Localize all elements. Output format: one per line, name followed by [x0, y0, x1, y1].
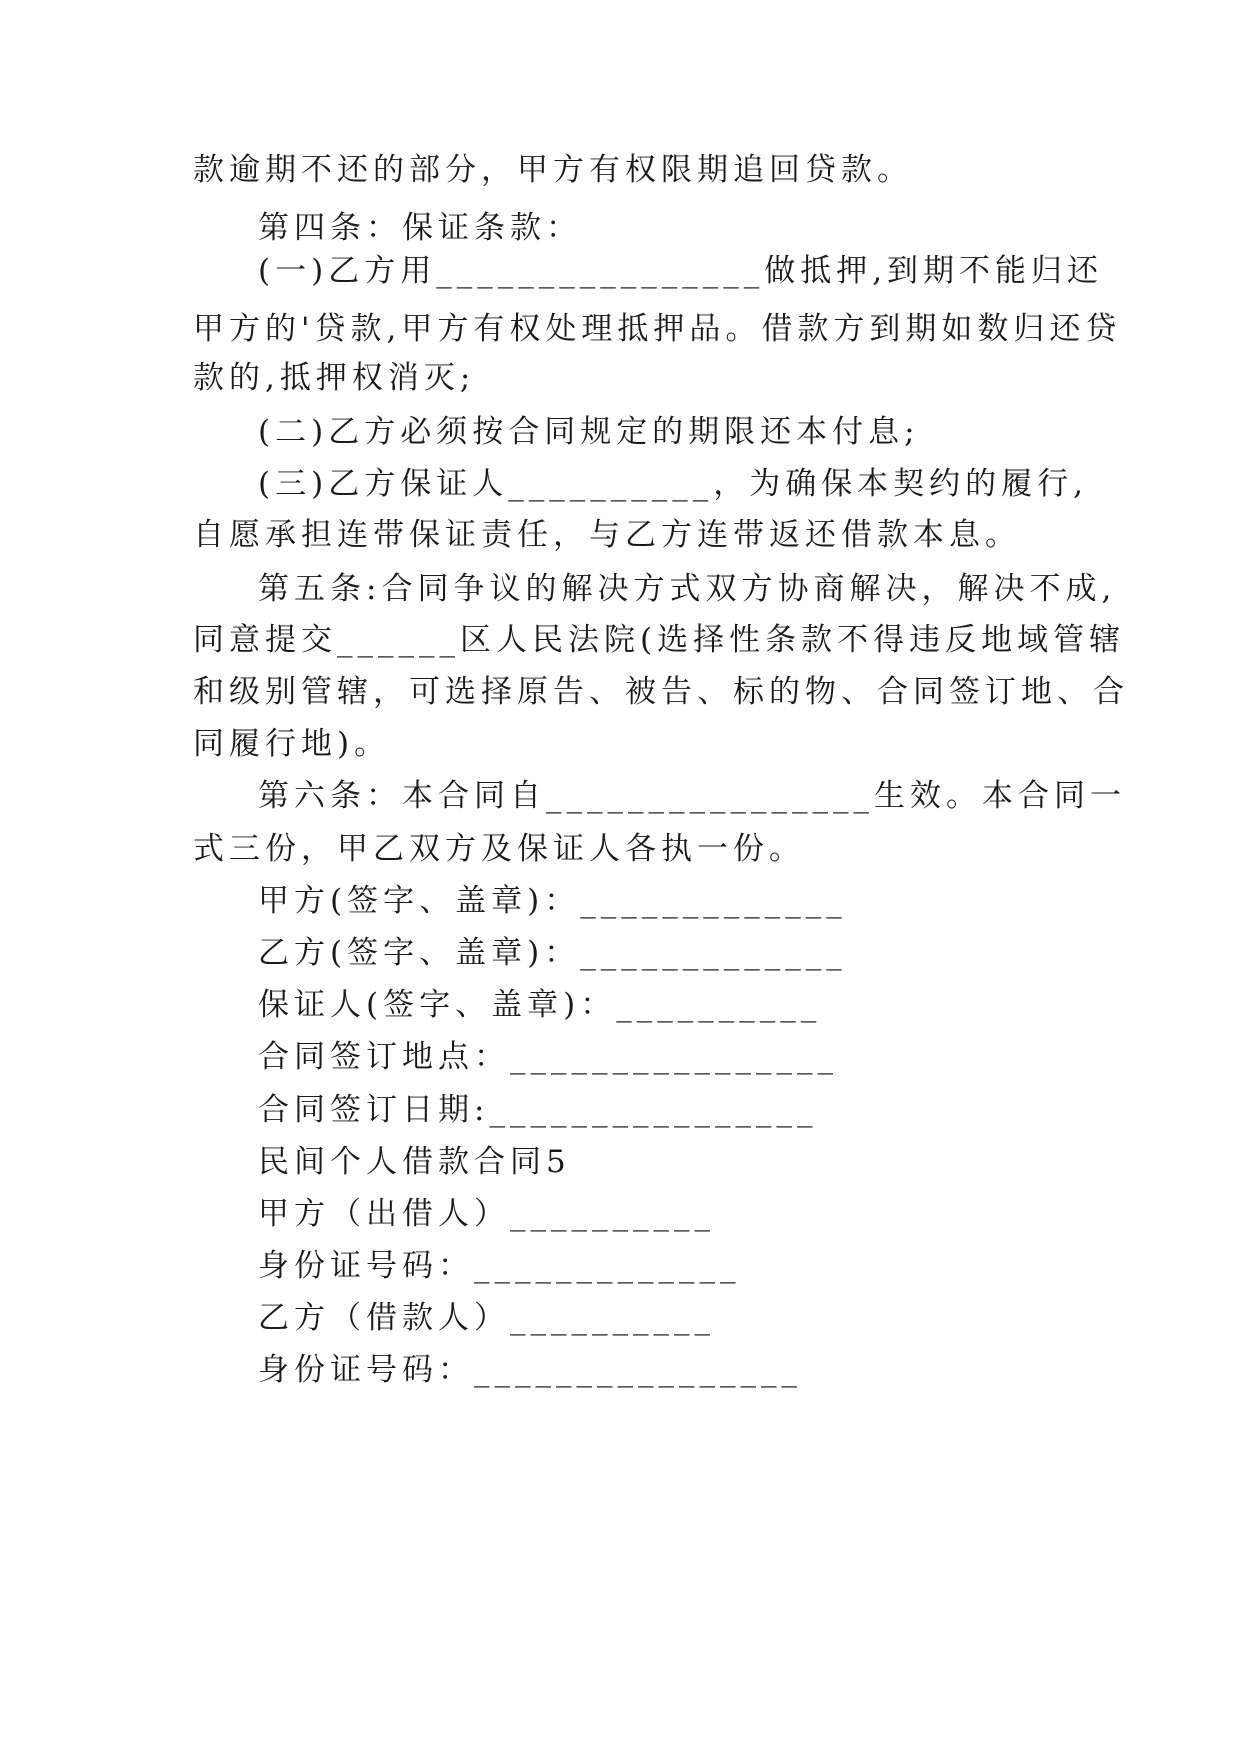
paragraph-line: 同履行地)。: [193, 726, 391, 762]
contract-title: 民间个人借款合同5: [258, 1144, 571, 1180]
paragraph-line: 款逾期不还的部分，甲方有权限期追回贷款。: [193, 152, 913, 188]
paragraph-line: 和级别管辖，可选择原告、被告、标的物、合同签订地、合: [193, 674, 1129, 710]
party-field: 甲方（出借人）__________: [258, 1196, 715, 1232]
id-number-field: 身份证号码：_____________: [258, 1248, 741, 1284]
signing-date-field: 合同签订日期:________________: [258, 1092, 818, 1128]
id-number-field: 身份证号码：________________: [258, 1352, 802, 1388]
paragraph-line: 自愿承担连带保证责任，与乙方连带返还借款本息。: [193, 517, 1021, 553]
paragraph-line: 甲方的'贷款,甲方有权处理抵押品。借款方到期如数归还贷: [193, 311, 1122, 347]
article-heading: 第五条:合同争议的解决方式双方协商解决，解决不成,: [258, 571, 1117, 607]
signature-field: 甲方(签字、盖章)：_____________: [258, 883, 847, 919]
paragraph-line: (一)乙方用________________做抵押,到期不能归还: [258, 253, 1104, 289]
party-field: 乙方（借款人）__________: [258, 1300, 715, 1336]
signing-place-field: 合同签订地点：________________: [258, 1039, 838, 1075]
signature-field: 保证人(签字、盖章)：__________: [258, 987, 822, 1023]
paragraph-line: 式三份，甲乙双方及保证人各执一份。: [193, 831, 805, 867]
article-heading: 第四条：保证条款：: [258, 210, 582, 246]
signature-field: 乙方(签字、盖章)：_____________: [258, 935, 847, 971]
article-heading: 第六条：本合同自________________生效。本合同一: [258, 778, 1126, 814]
paragraph-line: 同意提交______区人民法院(选择性条款不得违反地域管辖: [193, 622, 1126, 658]
paragraph-line: (二)乙方必须按合同规定的期限还本付息;: [258, 414, 920, 450]
paragraph-line: (三)乙方保证人__________，为确保本契约的履行,: [258, 466, 1089, 502]
paragraph-line: 款的,抵押权消灭;: [193, 360, 476, 396]
